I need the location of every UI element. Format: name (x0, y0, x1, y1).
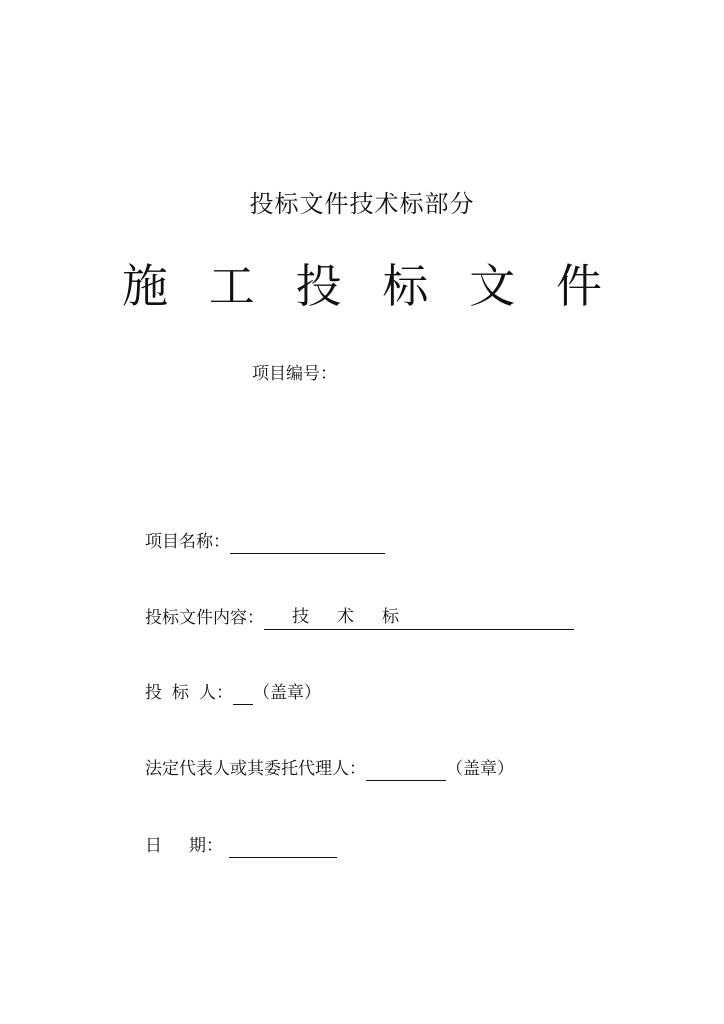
date-label-char: 期： (189, 836, 223, 856)
project-number-label: 项目编号： (252, 364, 337, 384)
representative-seal-note: （盖章） (446, 759, 514, 779)
content-value-char: 技 (292, 607, 309, 627)
main-title-char: 标 (382, 259, 429, 313)
bidder-seal-note: （盖章） (253, 683, 321, 703)
main-title-char: 文 (469, 259, 516, 313)
content-value-char: 标 (382, 607, 399, 627)
project-name-field (145, 530, 385, 554)
main-title-char: 工 (208, 259, 255, 313)
project-name-label: 项目名称： (145, 532, 230, 552)
representative-blank[interactable] (366, 760, 446, 781)
project-name-blank[interactable] (230, 533, 385, 554)
main-title-char: 件 (555, 259, 602, 313)
bidder-label-char: 人： (199, 683, 233, 703)
main-title-char: 施 (122, 259, 168, 313)
bidder-label-char: 标 (172, 683, 189, 703)
main-title (122, 258, 602, 314)
document-subtitle: 投标文件技术标部分 (249, 190, 475, 218)
content-value-char: 术 (337, 607, 354, 627)
representative-label: 法定代表人或其委托代理人： (145, 759, 366, 779)
content-label: 投标文件内容： (145, 608, 264, 628)
date-blank[interactable] (229, 837, 337, 858)
date-label-char: 日 (145, 836, 162, 856)
representative-field (145, 757, 514, 781)
date-field (145, 834, 337, 858)
content-field (145, 605, 574, 630)
bidder-field (145, 681, 321, 705)
bidder-label-char: 投 (145, 683, 162, 703)
content-value[interactable] (264, 605, 574, 630)
main-title-char: 投 (295, 259, 342, 313)
bidder-blank[interactable] (233, 684, 253, 705)
